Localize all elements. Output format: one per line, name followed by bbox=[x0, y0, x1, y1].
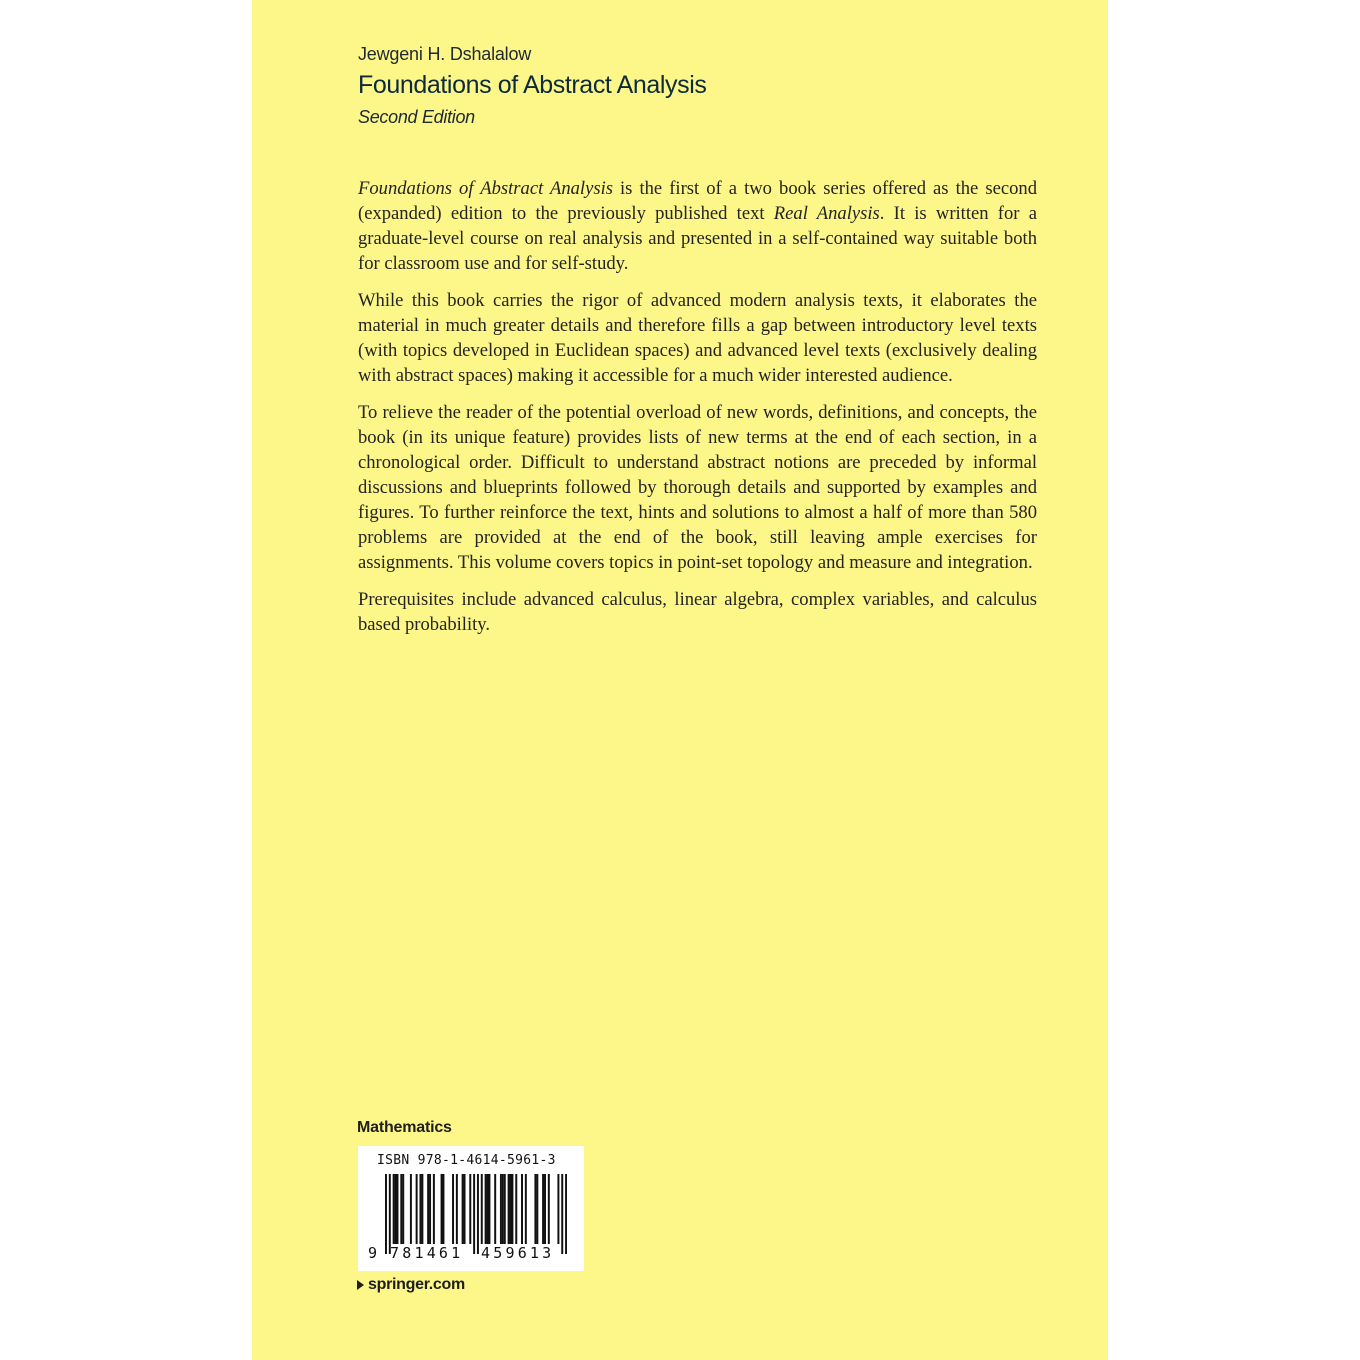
barcode-bar bbox=[385, 1174, 387, 1254]
edition-label: Second Edition bbox=[358, 107, 475, 127]
barcode-bar bbox=[510, 1174, 512, 1244]
barcode-bar bbox=[433, 1174, 435, 1244]
barcode-bar bbox=[494, 1174, 496, 1244]
blurb-text bbox=[358, 176, 1037, 649]
barcode-bar bbox=[441, 1174, 443, 1244]
isbn-label: ISBN 978-1-4614-5961-3 bbox=[377, 1153, 556, 1168]
barcode-bar bbox=[487, 1174, 489, 1244]
blurb-text-fragment: . It is written for a graduate-level course on real analysis and presented in a self-contained way suitable both for classroom use and for self-study. bbox=[358, 203, 1037, 274]
barcode-bar bbox=[442, 1174, 444, 1244]
barcode-bar bbox=[561, 1174, 563, 1254]
barcode-bars bbox=[385, 1174, 567, 1254]
barcode-bar bbox=[395, 1174, 397, 1244]
blurb-text-fragment: is the first of a two book series offered as the second (expanded) edition to the previously published text bbox=[358, 178, 1037, 224]
barcode-bar bbox=[548, 1174, 550, 1244]
ean-right-group: 459613 bbox=[481, 1244, 555, 1262]
website-label: springer.com bbox=[368, 1276, 465, 1293]
barcode-bar bbox=[389, 1174, 391, 1254]
barcode-bar bbox=[477, 1174, 479, 1254]
blurb-paragraph-1 bbox=[358, 176, 1037, 276]
barcode-bar bbox=[504, 1174, 506, 1244]
barcode-bar bbox=[416, 1174, 418, 1244]
author-name: Jewgeni H. Dshalalow bbox=[358, 44, 532, 64]
barcode-bar bbox=[473, 1174, 475, 1254]
barcode-bar bbox=[429, 1174, 431, 1244]
barcode-bar bbox=[536, 1174, 538, 1244]
barcode-bar bbox=[515, 1174, 517, 1244]
isbn-barcode bbox=[358, 1146, 584, 1271]
barcode-bar bbox=[508, 1174, 510, 1244]
barcode-bar bbox=[521, 1174, 523, 1244]
barcode-bar bbox=[400, 1174, 402, 1244]
barcode-bar bbox=[557, 1174, 559, 1244]
barcode-bar bbox=[427, 1174, 429, 1244]
barcode-bar bbox=[525, 1174, 527, 1244]
publisher-website[interactable] bbox=[357, 1276, 465, 1294]
barcode-bar bbox=[488, 1174, 490, 1244]
book-title: Foundations of Abstract Analysis bbox=[358, 71, 707, 99]
previous-book-title: Real Analysis bbox=[773, 203, 880, 224]
barcode-bar bbox=[396, 1174, 398, 1244]
book-title-italic: Foundations of Abstract Analysis bbox=[358, 178, 613, 199]
barcode-bar bbox=[462, 1174, 464, 1244]
barcode-bar bbox=[469, 1174, 471, 1244]
barcode-bar bbox=[500, 1174, 502, 1244]
barcode-bar bbox=[511, 1174, 513, 1244]
barcode-bar bbox=[485, 1174, 487, 1244]
blurb-paragraph-3: To relieve the reader of the potential overload of new words, definitions, and concepts, the book (in its unique feature) provides lists of new terms at the end of each section, in a chronological order. Difficult to understand abstract notions are preceded by informal discussions and blueprints followed by thorough details and supported by examples and figures. To further reinforce the text, hints and solutions to almost a half of more than 580 problems are provided at the end of the book, still leaving ample exercises for assignments. This volume covers topics in point-set topology and measure and integration. bbox=[358, 402, 1037, 573]
barcode-bar bbox=[402, 1174, 404, 1244]
blurb-paragraph-4: Prerequisites include advanced calculus, linear algebra, complex variables, and calculus based probability. bbox=[358, 589, 1037, 635]
barcode-bar bbox=[393, 1174, 395, 1244]
barcode-bar bbox=[481, 1174, 483, 1244]
barcode-bar bbox=[565, 1174, 567, 1254]
barcode-bar bbox=[410, 1174, 412, 1244]
barcode-bar bbox=[452, 1174, 454, 1244]
barcode-bar bbox=[464, 1174, 466, 1244]
barcode-bar bbox=[502, 1174, 504, 1244]
barcode-bar bbox=[456, 1174, 458, 1244]
barcode-bar bbox=[542, 1174, 544, 1244]
barcode-bar bbox=[421, 1174, 423, 1244]
barcode-bar bbox=[534, 1174, 536, 1244]
barcode-bar bbox=[419, 1174, 421, 1244]
ean-first-digit: 9 bbox=[368, 1244, 378, 1262]
book-back-cover bbox=[252, 0, 1108, 1360]
ean-left-group: 781461 bbox=[390, 1244, 464, 1262]
blurb-paragraph-2: While this book carries the rigor of advanced modern analysis texts, it elaborates the material in much greater details and therefore fills a gap between introductory level texts (with topics developed in Euclidean spaces) and advanced level texts (exclusively dealing with abstract spaces) making it accessible for a much wider interested audience. bbox=[358, 290, 1037, 386]
barcode-bar bbox=[544, 1174, 546, 1244]
arrow-right-icon bbox=[357, 1280, 364, 1290]
subject-category: Mathematics bbox=[357, 1119, 452, 1136]
